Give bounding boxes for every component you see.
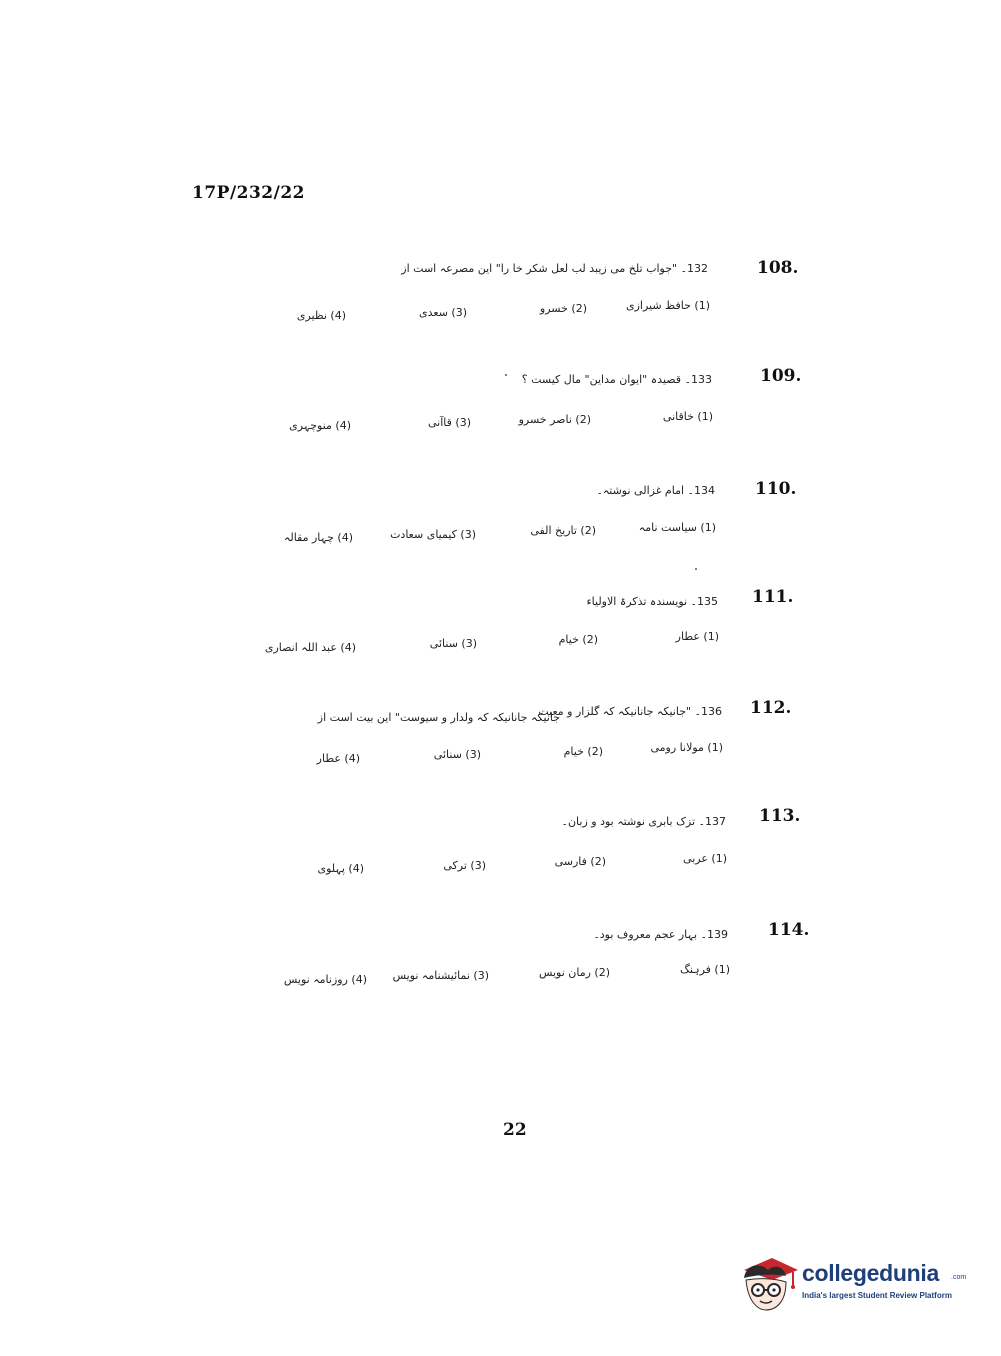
option-1: (1) مولانا رومی [650, 741, 723, 754]
option-2: (2) خیام [563, 745, 603, 758]
question-stem: 137۔ تزک بابری نوشتہ بود و زبان۔ [561, 815, 726, 828]
option-3: (3) سعدی [419, 306, 467, 319]
brand-tagline: India's largest Student Review Platform [802, 1291, 952, 1300]
option-4: (4) نظیری [296, 309, 346, 322]
question-stem: 134۔ امام غزالی نوشتہ۔ [596, 484, 715, 497]
option-1: (1) عطار [675, 630, 719, 643]
question-number: 109. [760, 366, 802, 386]
question-number: 108. [757, 258, 799, 278]
option-1: (1) فرہنگ [679, 963, 730, 976]
option-3: (3) سنائی [429, 637, 477, 650]
option-2: (2) فارسی [554, 855, 606, 868]
option-1: (1) خاقانی [662, 410, 713, 423]
option-2: (2) خسرو [539, 302, 587, 315]
option-2: (2) تاریخ الفی [530, 524, 596, 537]
question-stem-continued: جانیکہ جانانیکہ کہ ولدار و سیوست" این بیت است از [317, 711, 560, 724]
scan-speck [505, 374, 507, 376]
paper-code: 17P/232/22 [192, 183, 306, 203]
option-3: (3) قاآنی [428, 416, 471, 429]
scan-speck [695, 568, 697, 570]
option-4: (4) روزنامہ نویس [283, 973, 367, 986]
question-stem: 136۔ "جانیکہ جانانیکہ کہ گلزار و معیت [538, 705, 722, 718]
option-1: (1) عربی [683, 852, 727, 865]
collegedunia-watermark [738, 1248, 970, 1318]
option-4: (4) منوچہری [289, 419, 351, 432]
option-2: (2) ناصر خسرو [518, 413, 591, 426]
option-3: (3) سنائی [433, 748, 481, 761]
question-stem: 132۔ "جواب تلخ می زیبد لب لعل شکر خا را" این مصرعہ است از [401, 262, 708, 275]
option-4: (4) عبد اللہ انصاری [264, 641, 356, 654]
option-4: (4) عطار [316, 752, 360, 765]
question-stem: 135۔ نویسندہ تذکرۃ الاولیاء [586, 595, 718, 608]
question-number: 113. [759, 806, 801, 826]
question-stem: 133۔ قصیدہ "ایوان مداین" مال کیست ؟ [521, 373, 712, 386]
option-2: (2) خیام [558, 633, 598, 646]
question-number: 114. [768, 920, 810, 940]
question-number: 111. [752, 587, 794, 607]
mascot-icon [738, 1252, 800, 1314]
brand-suffix: .com [951, 1274, 967, 1281]
question-number: 110. [755, 479, 797, 499]
option-3: (3) کیمیای سعادت [390, 528, 476, 541]
option-4: (4) پہلوی [317, 862, 364, 875]
page-number: 22 [503, 1120, 527, 1140]
brand-name: collegedunia [802, 1260, 939, 1286]
question-stem: 139۔ بہار عجم معروف بود۔ [593, 928, 728, 941]
option-4: (4) چہار مقالہ [283, 531, 353, 544]
option-2: (2) رمان نویس [538, 966, 610, 979]
option-1: (1) حافظ شیرازی [625, 299, 710, 312]
question-number: 112. [750, 698, 792, 718]
option-3: (3) نمائیشنامہ نویس [392, 969, 489, 982]
option-3: (3) ترکی [443, 859, 486, 872]
option-1: (1) سیاست نامہ [638, 521, 716, 534]
